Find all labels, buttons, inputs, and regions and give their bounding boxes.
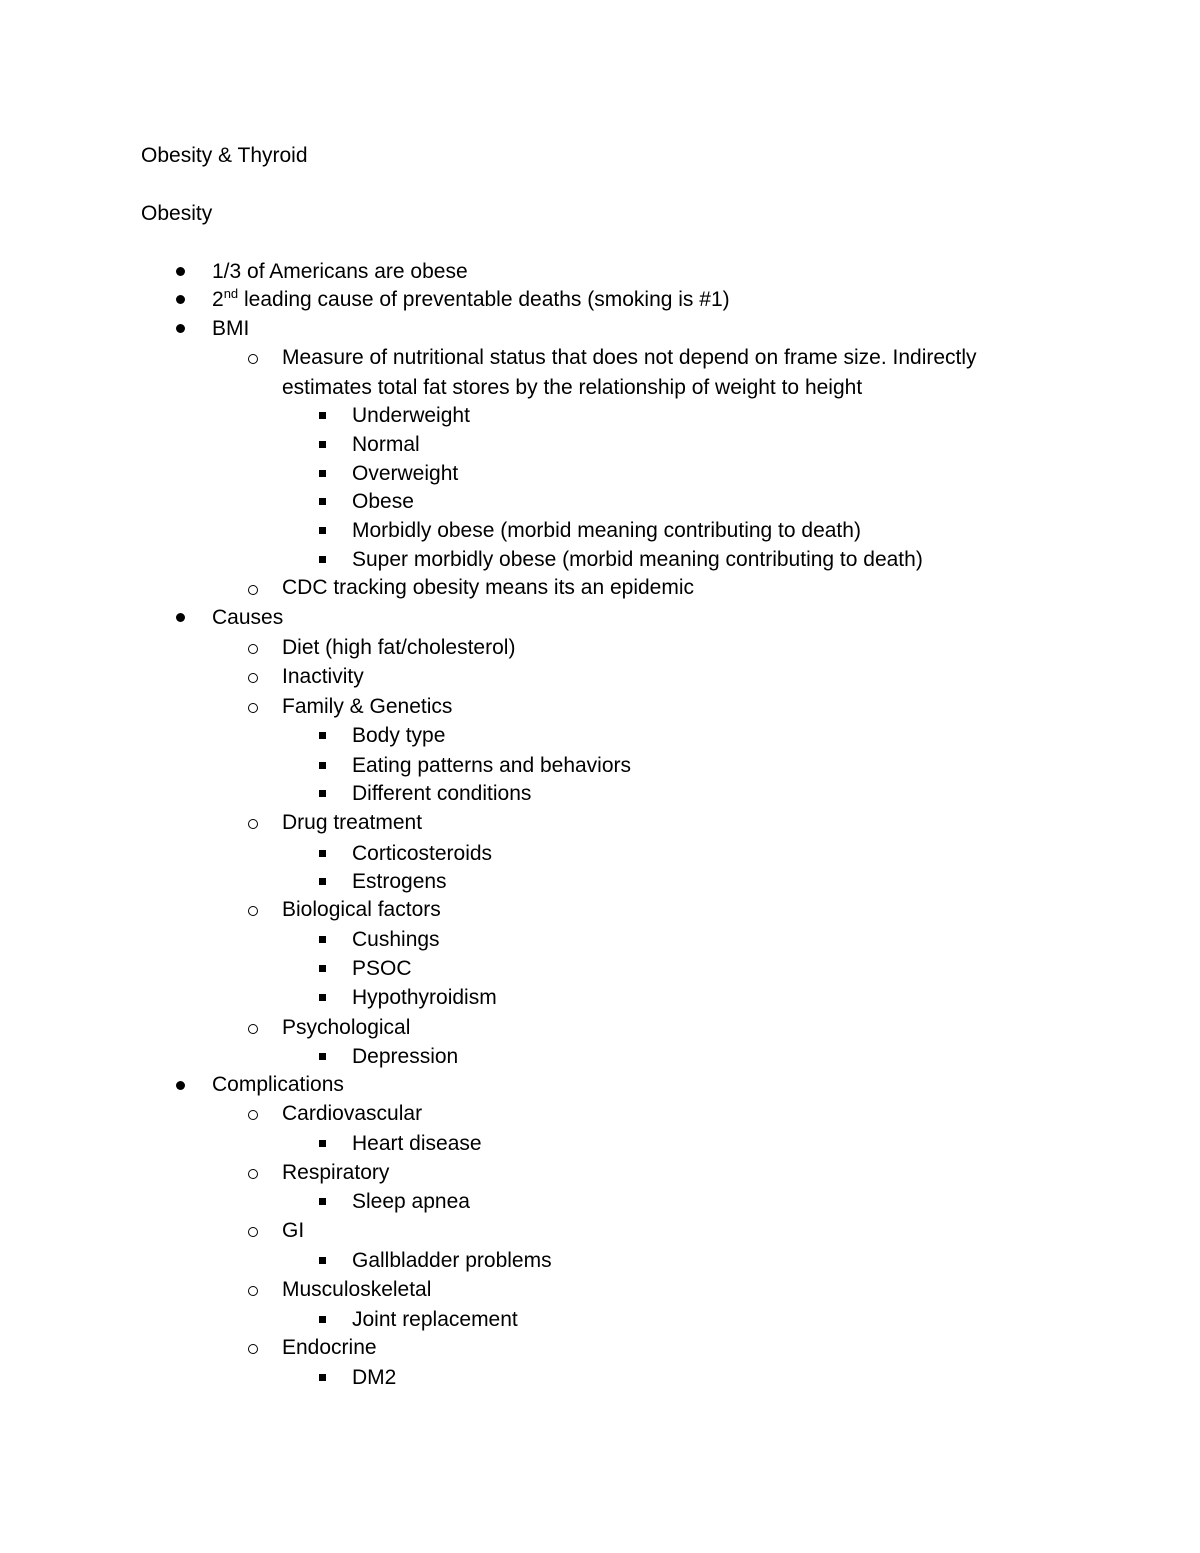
- bullet-square-icon: [319, 527, 326, 534]
- list-item: Depression: [352, 1045, 459, 1068]
- list-item: Obese: [352, 490, 414, 513]
- list-item: Cardiovascular: [282, 1102, 423, 1125]
- list-item: DM2: [352, 1366, 397, 1389]
- list-item: Eating patterns and behaviors: [352, 754, 632, 777]
- document-title: Obesity & Thyroid: [141, 144, 308, 167]
- bullet-circle-icon: [248, 354, 258, 364]
- list-item: Corticosteroids: [352, 842, 493, 865]
- bullet-square-icon: [319, 1198, 326, 1205]
- list-item: Overweight: [352, 462, 459, 485]
- bullet-square-icon: [319, 1053, 326, 1060]
- bullet-square-icon: [319, 1316, 326, 1323]
- bullet-dot-icon: [176, 267, 185, 276]
- bullet-square-icon: [319, 1140, 326, 1147]
- list-item: Drug treatment: [282, 811, 423, 834]
- bullet-circle-icon: [248, 906, 258, 916]
- list-item: Musculoskeletal: [282, 1278, 432, 1301]
- list-item: Endocrine: [282, 1336, 377, 1359]
- list-item: Inactivity: [282, 665, 364, 688]
- list-item-continuation: estimates total fat stores by the relationship of weight to height: [282, 376, 863, 399]
- bullet-square-icon: [319, 732, 326, 739]
- list-item: GI: [282, 1219, 305, 1242]
- bullet-circle-icon: [248, 1286, 258, 1296]
- section-heading: Obesity: [141, 202, 213, 225]
- list-item: Psychological: [282, 1016, 411, 1039]
- list-item: Normal: [352, 433, 420, 456]
- list-item: Biological factors: [282, 898, 441, 921]
- bullet-circle-icon: [248, 1227, 258, 1237]
- list-item: Body type: [352, 724, 446, 747]
- list-item: Joint replacement: [352, 1308, 518, 1331]
- bullet-dot-icon: [176, 1081, 185, 1090]
- bullet-square-icon: [319, 1374, 326, 1381]
- bullet-square-icon: [319, 556, 326, 563]
- bullet-circle-icon: [248, 644, 258, 654]
- bullet-square-icon: [319, 936, 326, 943]
- bullet-circle-icon: [248, 819, 258, 829]
- list-item: PSOC: [352, 957, 412, 980]
- bullet-dot-icon: [176, 613, 185, 622]
- list-item: Gallbladder problems: [352, 1249, 552, 1272]
- bullet-square-icon: [319, 412, 326, 419]
- bullet-circle-icon: [248, 1110, 258, 1120]
- list-item: Causes: [212, 606, 284, 629]
- bullet-circle-icon: [248, 1169, 258, 1179]
- list-item: Morbidly obese (morbid meaning contributing to death): [352, 519, 861, 542]
- list-item: Measure of nutritional status that does not depend on frame size. Indirectly: [282, 346, 977, 369]
- list-item: Cushings: [352, 928, 440, 951]
- list-item: Hypothyroidism: [352, 986, 497, 1009]
- list-item: BMI: [212, 317, 250, 340]
- bullet-square-icon: [319, 441, 326, 448]
- bullet-square-icon: [319, 994, 326, 1001]
- list-item: Sleep apnea: [352, 1190, 470, 1213]
- list-item: Heart disease: [352, 1132, 482, 1155]
- list-item: Diet (high fat/cholesterol): [282, 636, 516, 659]
- bullet-dot-icon: [176, 295, 185, 304]
- bullet-circle-icon: [248, 1344, 258, 1354]
- list-item: Complications: [212, 1073, 344, 1096]
- bullet-square-icon: [319, 762, 326, 769]
- bullet-circle-icon: [248, 585, 258, 595]
- bullet-circle-icon: [248, 703, 258, 713]
- list-item: 1/3 of Americans are obese: [212, 260, 468, 283]
- list-item: Estrogens: [352, 870, 447, 893]
- bullet-square-icon: [319, 790, 326, 797]
- list-item: CDC tracking obesity means its an epidemic: [282, 576, 695, 599]
- bullet-circle-icon: [248, 1024, 258, 1034]
- list-item: Respiratory: [282, 1161, 390, 1184]
- bullet-square-icon: [319, 1257, 326, 1264]
- bullet-square-icon: [319, 470, 326, 477]
- list-item: Different conditions: [352, 782, 532, 805]
- list-item: 2nd leading cause of preventable deaths (smoking is #1): [212, 286, 730, 311]
- bullet-circle-icon: [248, 673, 258, 683]
- bullet-square-icon: [319, 850, 326, 857]
- list-item: Super morbidly obese (morbid meaning contributing to death): [352, 548, 923, 571]
- bullet-square-icon: [319, 878, 326, 885]
- list-item: Family & Genetics: [282, 695, 453, 718]
- bullet-dot-icon: [176, 324, 185, 333]
- list-item: Underweight: [352, 404, 470, 427]
- bullet-square-icon: [319, 498, 326, 505]
- bullet-square-icon: [319, 965, 326, 972]
